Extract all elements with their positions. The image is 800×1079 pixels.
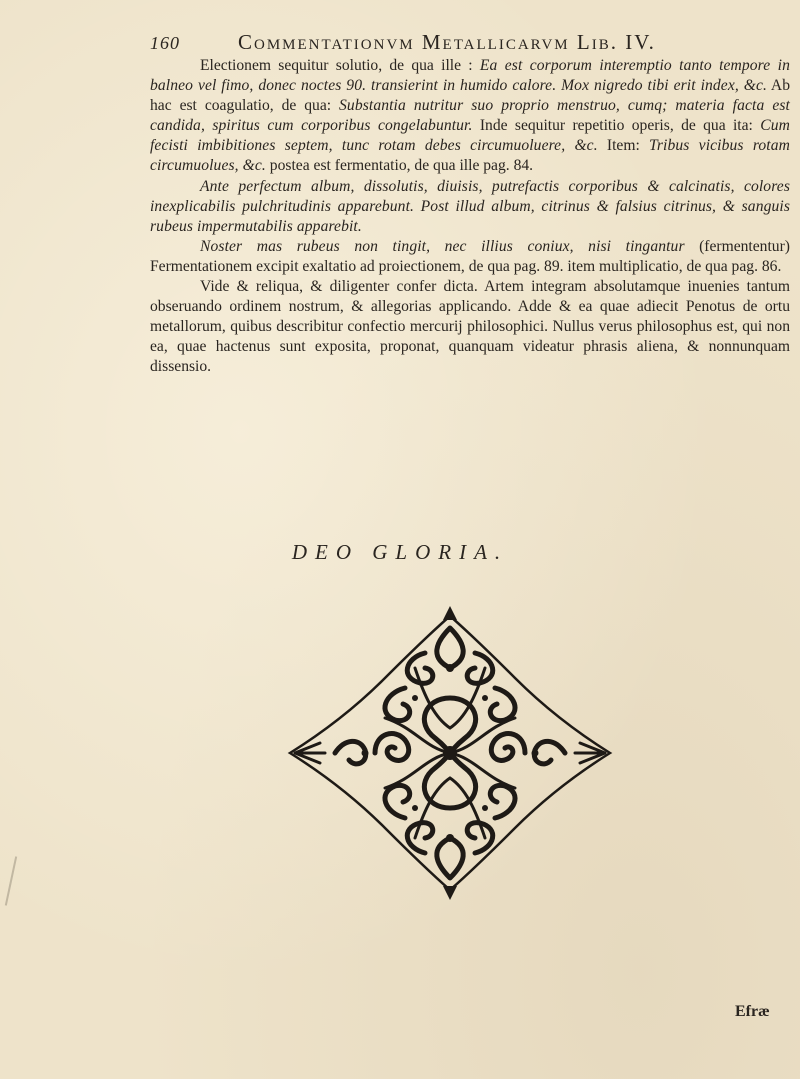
p2-quote-1: Ante perfectum album, dissolutis, diuisis, putrefactis corporibus & calcinatis, colores inexplicabilis pulchritudinis apparebunt. Post illud album, citrinus & falsius citrinus, & sanguis rubeus impermutabilis apparebit. [150, 177, 790, 235]
p1-roman-3: Inde sequitur repetitio operis, de qua ita: [472, 117, 761, 135]
p3-roman-1: (fermententur) Fermentationem excipit exaltatio ad proiectionem, de qua pag. 89. item multiplicatio, de qua pag. 86. [150, 237, 790, 275]
catchword: Efræ [735, 1003, 770, 1020]
paragraph-4 [150, 277, 790, 377]
running-head [150, 30, 770, 58]
closing-line: DEO GLORIA. [291, 540, 509, 564]
p1-quote-4: Tribus vicibus rotam circumuolues, &c. [150, 137, 790, 175]
running-title: Commentationvm Metallicarvm Lib. IV. [238, 30, 656, 54]
margin-stain [5, 856, 17, 905]
p1-roman-1: Electionem sequitur solutio, de qua ille : [200, 57, 480, 74]
p1-roman-4: Item: [597, 137, 649, 155]
p1-quote-2: Substantia nutritur suo proprio menstruo, cumq; materia facta est candida, spiritus cum corporibus congelabuntur. [150, 97, 790, 135]
text-block [150, 56, 790, 378]
p1-quote-1: Ea est corporum interemptio tanto tempore in balneo vel fimo, donec noctes 90. transierint in humido calore. Mox nigredo tibi erit index, &c. [150, 57, 790, 95]
p4-roman-1: Vide & reliqua, & diligenter confer dicta. Artem integram absolutamque inuenies tantum obseruando ordinem nostrum, & allegorias applicando. Adde & ea quae adiecit Penotus de ortu metallorum, quibus describitur confectio mercurij philosophici. Nullus verus philosophus est, qui non ea, quae hactenus sunt exposita, proponat, quanquam videatur phrasis aliena, & nonnunquam dissensio. [150, 278, 790, 376]
floral-fleuron-ornament-icon [265, 598, 635, 908]
p1-quote-3: Cum fecisti imbibitiones septem, tunc rotam debes circumuoluere, &c. [150, 117, 790, 155]
page-number: 160 [150, 33, 180, 53]
paragraph-1 [150, 56, 790, 177]
p1-roman-2: Ab hac est coagulatio, de qua: [150, 77, 790, 115]
paragraph-3 [150, 237, 790, 277]
paragraph-2 [150, 177, 790, 237]
p1-roman-5: postea est fermentatio, de qua ille pag. 84. [265, 157, 534, 175]
p3-quote-1: Noster mas rubeus non tingit, nec illius coniux, nisi tingantur [200, 237, 685, 255]
